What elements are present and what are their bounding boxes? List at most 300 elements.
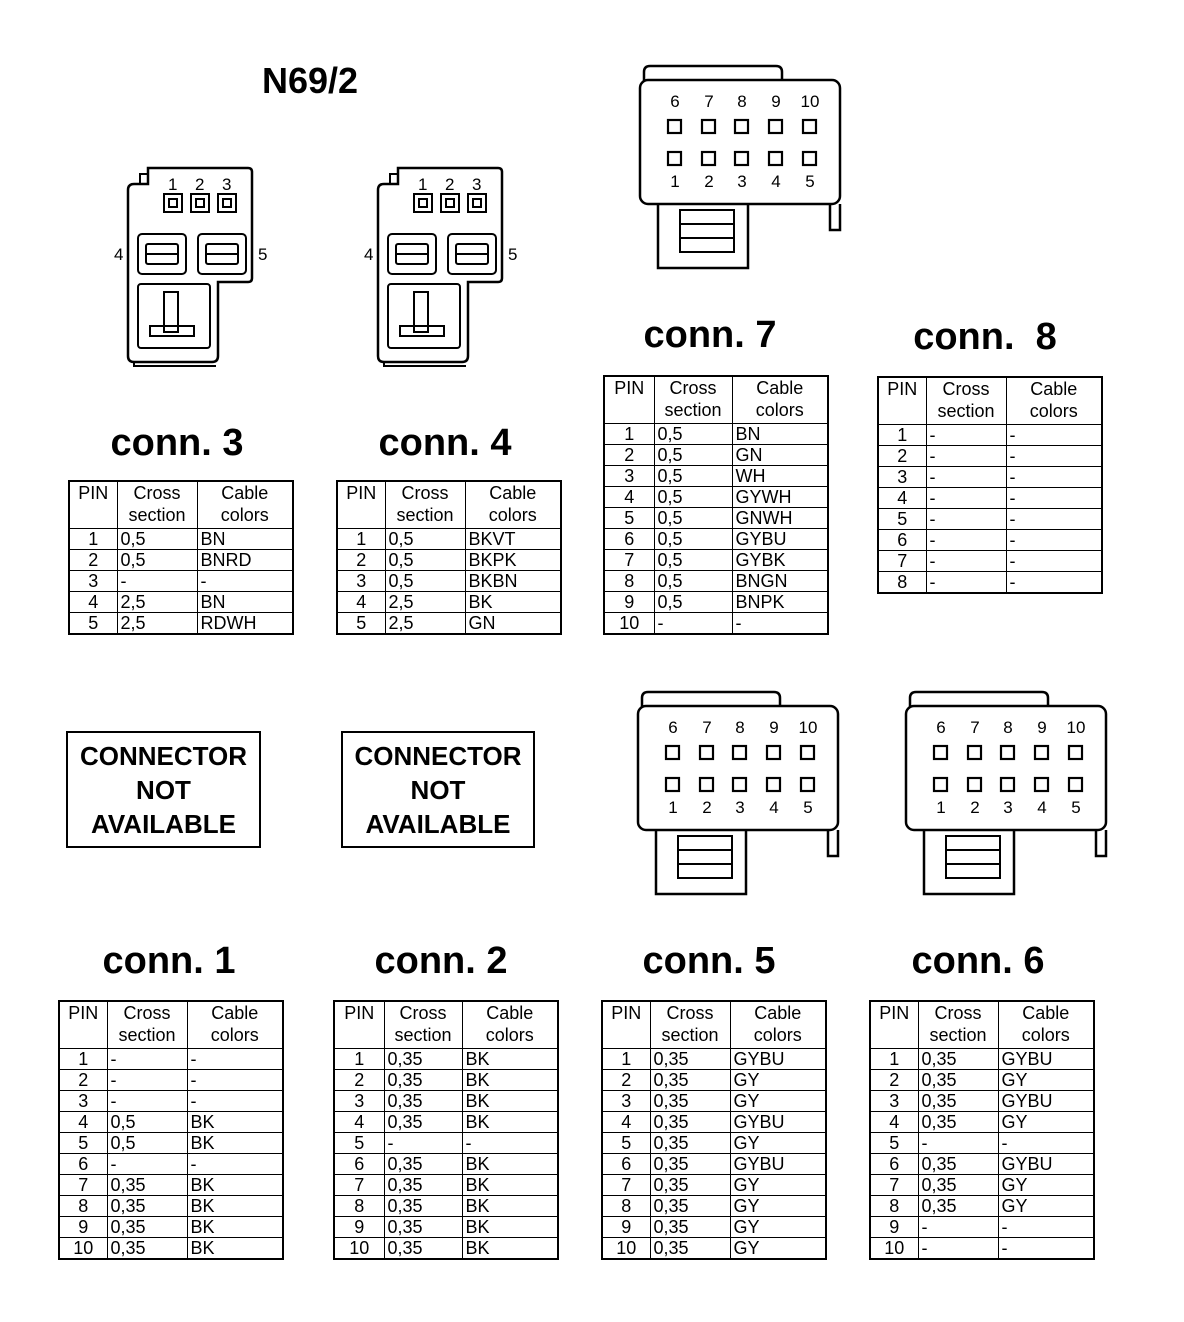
cross-section-value: 0,35	[650, 1049, 730, 1070]
pin-number: 5	[337, 613, 385, 635]
table-row	[334, 1112, 558, 1133]
cross-section-value: 0,35	[918, 1112, 998, 1133]
cross-section-value: 0,35	[918, 1070, 998, 1091]
svg-text:1: 1	[936, 798, 946, 817]
cross-section-value: 0,35	[384, 1196, 462, 1217]
pin-table-conn5	[601, 1000, 827, 1260]
cable-color-value: GY	[730, 1175, 826, 1196]
header-pin: PIN	[59, 1001, 107, 1049]
table-row	[878, 467, 1102, 488]
table-row	[878, 488, 1102, 509]
pin-number: 10	[334, 1238, 384, 1260]
cable-color-value: -	[187, 1049, 283, 1070]
cross-section-value: 0,35	[384, 1112, 462, 1133]
table-row	[604, 550, 828, 571]
pin-table-conn2	[333, 1000, 559, 1260]
title-conn8: conn. 8	[913, 316, 1057, 358]
pin-number: 7	[604, 550, 654, 571]
cable-color-value: BK	[187, 1238, 283, 1260]
table-row	[878, 572, 1102, 594]
cable-color-value: GY	[998, 1112, 1094, 1133]
cable-color-value: -	[1006, 530, 1102, 551]
table-row	[878, 509, 1102, 530]
cross-section-value: 0,5	[654, 592, 732, 613]
cable-color-value: GYWH	[732, 487, 828, 508]
table-row	[59, 1196, 283, 1217]
cross-section-value: 0,35	[107, 1196, 187, 1217]
cross-section-value: 0,35	[650, 1133, 730, 1154]
svg-text:6: 6	[670, 92, 680, 111]
header-pin: PIN	[334, 1001, 384, 1049]
cross-section-value: 0,35	[384, 1238, 462, 1260]
svg-text:6: 6	[936, 718, 946, 737]
pin-number: 5	[878, 509, 926, 530]
pin-number: 5	[59, 1133, 107, 1154]
pin-number: 2	[602, 1070, 650, 1091]
table-header-row	[59, 1001, 283, 1049]
pin-number: 4	[334, 1112, 384, 1133]
svg-text:5: 5	[258, 245, 268, 264]
cross-section-value: 0,5	[654, 571, 732, 592]
table-row	[602, 1049, 826, 1070]
cross-section-value: -	[384, 1133, 462, 1154]
connector-not-available-notice: CONNECTOR NOT AVAILABLE	[341, 731, 535, 848]
table-row	[602, 1091, 826, 1112]
cable-color-value: -	[187, 1070, 283, 1091]
cable-color-value: -	[1006, 446, 1102, 467]
table-row	[69, 571, 293, 592]
cross-section-value: 0,35	[384, 1217, 462, 1238]
table-row	[878, 425, 1102, 446]
cross-section-value: 0,35	[918, 1175, 998, 1196]
pin-number: 7	[870, 1175, 918, 1196]
svg-text:7: 7	[970, 718, 980, 737]
header-cross-section: Cross section	[918, 1001, 998, 1049]
pin-number: 6	[604, 529, 654, 550]
table-row	[870, 1154, 1094, 1175]
table-row	[337, 613, 561, 635]
table-row	[604, 466, 828, 487]
cable-color-value: BK	[187, 1217, 283, 1238]
cable-color-value: GN	[732, 445, 828, 466]
table-header-row	[878, 377, 1102, 425]
header-cable-colors: Cable colors	[730, 1001, 826, 1049]
table-row	[334, 1133, 558, 1154]
svg-text:10: 10	[1066, 718, 1086, 737]
svg-text:4: 4	[771, 172, 781, 191]
pin-number: 3	[602, 1091, 650, 1112]
title-conn5: conn. 5	[642, 940, 776, 982]
cable-color-value: BN	[732, 424, 828, 445]
cable-color-value: GY	[730, 1070, 826, 1091]
table-row	[602, 1196, 826, 1217]
cable-color-value: GY	[730, 1133, 826, 1154]
svg-text:2: 2	[702, 798, 712, 817]
table-row	[334, 1154, 558, 1175]
cross-section-value: 0,35	[650, 1175, 730, 1196]
pin-number: 3	[337, 571, 385, 592]
cable-color-value: BK	[462, 1070, 558, 1091]
svg-text:6: 6	[668, 718, 678, 737]
cable-color-value: GYBU	[998, 1049, 1094, 1070]
svg-text:10: 10	[798, 718, 818, 737]
header-pin: PIN	[69, 481, 117, 529]
large-connector-drawing	[896, 688, 1116, 903]
table-row	[604, 508, 828, 529]
pin-number: 4	[604, 487, 654, 508]
pin-number: 3	[878, 467, 926, 488]
cable-color-value: GY	[730, 1217, 826, 1238]
table-row	[878, 446, 1102, 467]
svg-text:2: 2	[195, 175, 205, 194]
pin-number: 1	[870, 1049, 918, 1070]
main-title: N69/2	[262, 60, 359, 101]
header-cable-colors: Cable colors	[465, 481, 561, 529]
cable-color-value: BK	[462, 1154, 558, 1175]
cross-section-value: 0,35	[650, 1070, 730, 1091]
cable-color-value: GYBU	[730, 1112, 826, 1133]
header-cross-section: Cross section	[385, 481, 465, 529]
svg-text:7: 7	[702, 718, 712, 737]
cross-section-value: 0,5	[654, 445, 732, 466]
pin-number: 3	[604, 466, 654, 487]
cable-color-value: BK	[462, 1217, 558, 1238]
pin-number: 7	[334, 1175, 384, 1196]
pin-number: 8	[604, 571, 654, 592]
table-row	[59, 1091, 283, 1112]
table-row	[59, 1070, 283, 1091]
header-pin: PIN	[337, 481, 385, 529]
pin-number: 2	[69, 550, 117, 571]
table-row	[604, 571, 828, 592]
pin-number: 9	[870, 1217, 918, 1238]
table-row	[870, 1070, 1094, 1091]
title-conn1: conn. 1	[102, 940, 236, 982]
pin-table-conn8	[877, 376, 1103, 594]
svg-text:2: 2	[704, 172, 714, 191]
table-row	[604, 613, 828, 635]
cable-color-value: GNWH	[732, 508, 828, 529]
table-row	[69, 550, 293, 571]
cross-section-value: 2,5	[385, 613, 465, 635]
cable-color-value: BK	[465, 592, 561, 613]
cable-color-value: GYBU	[732, 529, 828, 550]
cable-color-value: GY	[998, 1070, 1094, 1091]
connector-not-available-notice: CONNECTOR NOT AVAILABLE	[66, 731, 261, 848]
cross-section-value: 0,35	[650, 1217, 730, 1238]
pin-number: 8	[878, 572, 926, 594]
pin-number: 1	[334, 1049, 384, 1070]
cross-section-value: 0,5	[654, 424, 732, 445]
svg-text:9: 9	[769, 718, 779, 737]
cable-color-value: GYBU	[730, 1049, 826, 1070]
cable-color-value: GY	[730, 1238, 826, 1260]
table-row	[337, 550, 561, 571]
cable-color-value: GYBK	[732, 550, 828, 571]
header-cross-section: Cross section	[650, 1001, 730, 1049]
header-cable-colors: Cable colors	[197, 481, 293, 529]
cross-section-value: 0,5	[117, 529, 197, 550]
cable-color-value: GY	[730, 1091, 826, 1112]
cable-color-value: BK	[187, 1133, 283, 1154]
table-row	[334, 1196, 558, 1217]
pin-number: 6	[334, 1154, 384, 1175]
table-row	[334, 1217, 558, 1238]
header-cross-section: Cross section	[926, 377, 1006, 425]
cable-color-value: BKPK	[465, 550, 561, 571]
svg-text:3: 3	[735, 798, 745, 817]
table-row	[59, 1175, 283, 1196]
pin-number: 1	[337, 529, 385, 550]
cable-color-value: -	[732, 613, 828, 635]
svg-text:4: 4	[1037, 798, 1047, 817]
table-row	[604, 424, 828, 445]
header-cable-colors: Cable colors	[998, 1001, 1094, 1049]
table-row	[602, 1070, 826, 1091]
cable-color-value: GN	[465, 613, 561, 635]
table-row	[334, 1175, 558, 1196]
pin-number: 6	[878, 530, 926, 551]
cable-color-value: BKVT	[465, 529, 561, 550]
svg-text:4: 4	[114, 245, 124, 264]
svg-text:5: 5	[805, 172, 815, 191]
pin-number: 2	[604, 445, 654, 466]
connector-diagram-conn6	[896, 688, 1116, 903]
cross-section-value: 0,5	[654, 508, 732, 529]
svg-text:7: 7	[704, 92, 714, 111]
table-row	[878, 551, 1102, 572]
cable-color-value: BK	[462, 1112, 558, 1133]
cable-color-value: BK	[462, 1196, 558, 1217]
pin-number: 7	[59, 1175, 107, 1196]
pin-table-conn6	[869, 1000, 1095, 1260]
cable-color-value: BNPK	[732, 592, 828, 613]
cross-section-value: 0,35	[650, 1091, 730, 1112]
svg-text:1: 1	[668, 798, 678, 817]
pin-table-conn4	[336, 480, 562, 635]
cross-section-value: 0,5	[385, 529, 465, 550]
pin-number: 4	[69, 592, 117, 613]
cable-color-value: BK	[462, 1091, 558, 1112]
cable-color-value: -	[187, 1154, 283, 1175]
table-header-row	[334, 1001, 558, 1049]
table-header-row	[870, 1001, 1094, 1049]
svg-text:5: 5	[508, 245, 518, 264]
cross-section-value: 0,35	[384, 1154, 462, 1175]
pin-number: 10	[870, 1238, 918, 1260]
cross-section-value: 0,5	[107, 1133, 187, 1154]
cable-color-value: GYBU	[730, 1154, 826, 1175]
title-conn4: conn. 4	[378, 422, 512, 464]
cable-color-value: GYBU	[998, 1091, 1094, 1112]
pin-number: 4	[870, 1112, 918, 1133]
svg-text:3: 3	[222, 175, 232, 194]
pin-table-conn3	[68, 480, 294, 635]
table-row	[337, 529, 561, 550]
cable-color-value: BNGN	[732, 571, 828, 592]
cross-section-value: 0,35	[384, 1175, 462, 1196]
cable-color-value: BK	[187, 1175, 283, 1196]
table-row	[59, 1133, 283, 1154]
pin-number: 9	[604, 592, 654, 613]
table-row	[604, 592, 828, 613]
table-row	[604, 445, 828, 466]
table-row	[59, 1154, 283, 1175]
title-conn2: conn. 2	[374, 940, 508, 982]
table-header-row	[69, 481, 293, 529]
svg-text:1: 1	[670, 172, 680, 191]
pin-number: 3	[69, 571, 117, 592]
cable-color-value: BK	[187, 1196, 283, 1217]
table-row	[337, 592, 561, 613]
cross-section-value: -	[918, 1238, 998, 1260]
svg-text:4: 4	[769, 798, 779, 817]
cross-section-value: -	[654, 613, 732, 635]
pin-number: 5	[602, 1133, 650, 1154]
table-row	[69, 592, 293, 613]
cable-color-value: -	[1006, 425, 1102, 446]
pin-number: 4	[59, 1112, 107, 1133]
cable-color-value: BK	[187, 1112, 283, 1133]
cable-color-value: -	[998, 1238, 1094, 1260]
cross-section-value: -	[107, 1154, 187, 1175]
header-pin: PIN	[870, 1001, 918, 1049]
svg-text:5: 5	[803, 798, 813, 817]
pin-number: 5	[870, 1133, 918, 1154]
connector-diagram-conn7	[630, 62, 850, 277]
pin-number: 4	[878, 488, 926, 509]
cross-section-value: -	[926, 551, 1006, 572]
pin-number: 8	[870, 1196, 918, 1217]
pin-table-conn1	[58, 1000, 284, 1260]
header-cross-section: Cross section	[107, 1001, 187, 1049]
cross-section-value: -	[926, 446, 1006, 467]
pin-number: 1	[604, 424, 654, 445]
cable-color-value: -	[1006, 509, 1102, 530]
pin-number: 4	[602, 1112, 650, 1133]
svg-text:8: 8	[735, 718, 745, 737]
pin-number: 2	[878, 446, 926, 467]
svg-text:1: 1	[418, 175, 428, 194]
header-pin: PIN	[602, 1001, 650, 1049]
pin-number: 2	[870, 1070, 918, 1091]
pin-number: 2	[59, 1070, 107, 1091]
pin-number: 9	[59, 1217, 107, 1238]
cable-color-value: BK	[462, 1238, 558, 1260]
table-row	[870, 1217, 1094, 1238]
table-row	[59, 1217, 283, 1238]
svg-text:9: 9	[771, 92, 781, 111]
pin-number: 4	[337, 592, 385, 613]
table-row	[870, 1175, 1094, 1196]
cable-color-value: RDWH	[197, 613, 293, 635]
pin-number: 2	[337, 550, 385, 571]
svg-text:3: 3	[737, 172, 747, 191]
pin-number: 1	[69, 529, 117, 550]
table-header-row	[337, 481, 561, 529]
pin-number: 6	[59, 1154, 107, 1175]
table-row	[334, 1049, 558, 1070]
pin-number: 5	[334, 1133, 384, 1154]
cable-color-value: -	[1006, 551, 1102, 572]
title-conn7: conn. 7	[643, 314, 777, 356]
pin-number: 1	[602, 1049, 650, 1070]
table-row	[69, 613, 293, 635]
table-row	[870, 1238, 1094, 1260]
connector-diagram-conn3	[108, 160, 278, 370]
header-cable-colors: Cable colors	[462, 1001, 558, 1049]
header-cross-section: Cross section	[117, 481, 197, 529]
table-row	[870, 1112, 1094, 1133]
small-connector-drawing	[358, 160, 528, 370]
cross-section-value: 0,35	[918, 1091, 998, 1112]
table-row	[59, 1238, 283, 1260]
header-pin: PIN	[604, 376, 654, 424]
cable-color-value: -	[1006, 488, 1102, 509]
pin-number: 6	[602, 1154, 650, 1175]
pin-number: 1	[878, 425, 926, 446]
cross-section-value: -	[926, 572, 1006, 594]
cable-color-value: WH	[732, 466, 828, 487]
cross-section-value: -	[107, 1049, 187, 1070]
cross-section-value: 0,35	[107, 1217, 187, 1238]
svg-text:10: 10	[800, 92, 820, 111]
cable-color-value: GY	[998, 1196, 1094, 1217]
table-row	[602, 1175, 826, 1196]
cross-section-value: -	[926, 530, 1006, 551]
svg-text:2: 2	[970, 798, 980, 817]
cross-section-value: 0,5	[654, 550, 732, 571]
large-connector-drawing	[630, 62, 850, 277]
cross-section-value: 0,35	[650, 1112, 730, 1133]
table-row	[334, 1238, 558, 1260]
pin-number: 10	[602, 1238, 650, 1260]
table-row	[602, 1154, 826, 1175]
cross-section-value: 0,5	[654, 466, 732, 487]
header-cable-colors: Cable colors	[187, 1001, 283, 1049]
table-row	[602, 1238, 826, 1260]
pin-number: 3	[334, 1091, 384, 1112]
cable-color-value: BKBN	[465, 571, 561, 592]
cross-section-value: -	[926, 488, 1006, 509]
table-row	[870, 1133, 1094, 1154]
cross-section-value: 0,5	[117, 550, 197, 571]
cable-color-value: -	[1006, 572, 1102, 594]
cross-section-value: 0,5	[654, 529, 732, 550]
table-row	[59, 1112, 283, 1133]
table-row	[870, 1049, 1094, 1070]
cross-section-value: -	[107, 1070, 187, 1091]
table-row	[334, 1070, 558, 1091]
cross-section-value: 0,35	[107, 1238, 187, 1260]
cross-section-value: 0,35	[384, 1049, 462, 1070]
svg-text:5: 5	[1071, 798, 1081, 817]
header-cross-section: Cross section	[654, 376, 732, 424]
table-header-row	[602, 1001, 826, 1049]
pin-number: 3	[59, 1091, 107, 1112]
table-row	[878, 530, 1102, 551]
cross-section-value: -	[926, 425, 1006, 446]
cross-section-value: -	[918, 1133, 998, 1154]
svg-text:9: 9	[1037, 718, 1047, 737]
svg-text:8: 8	[737, 92, 747, 111]
table-row	[604, 529, 828, 550]
cross-section-value: 0,35	[384, 1070, 462, 1091]
cross-section-value: 0,35	[384, 1091, 462, 1112]
cross-section-value: 2,5	[385, 592, 465, 613]
cable-color-value: -	[1006, 467, 1102, 488]
large-connector-drawing	[628, 688, 848, 903]
